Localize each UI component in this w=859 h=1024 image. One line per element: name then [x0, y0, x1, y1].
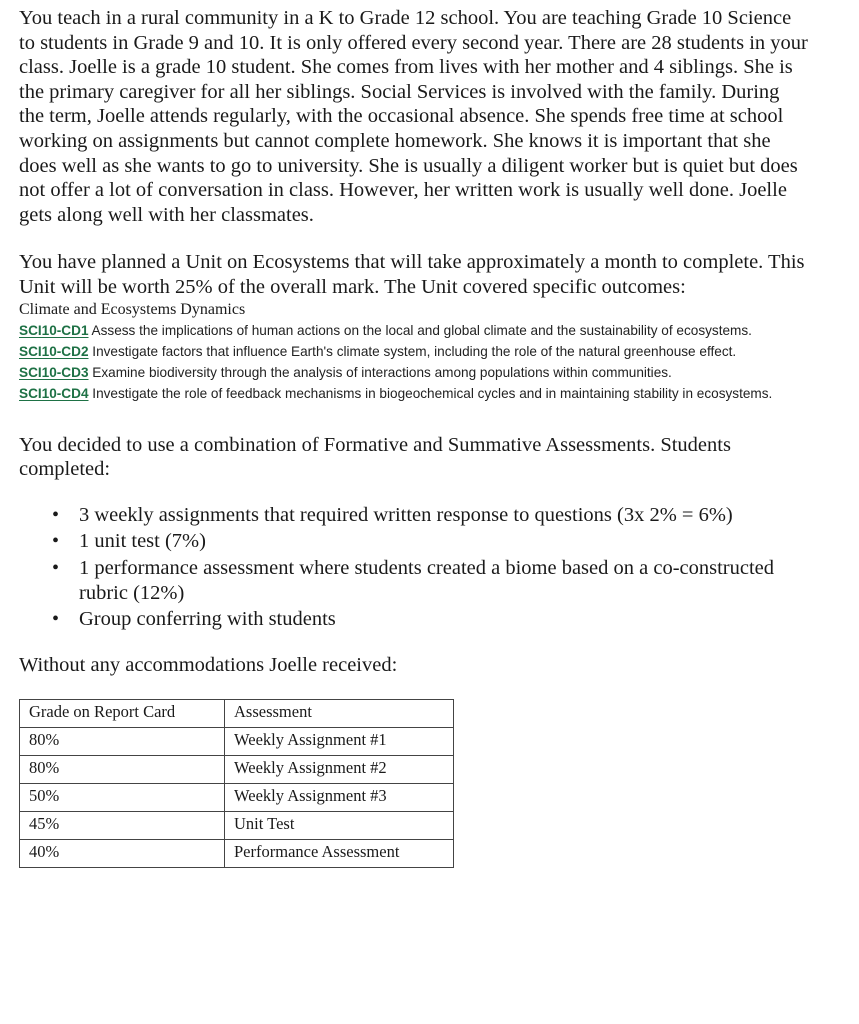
intro-paragraph: You teach in a rural community in a K to Grade 12 school. You are teaching Grade 10 Science to students in Grade 9 and 10. It is only offered every second year. There are 28 students in your class. Joelle is a grade 10 student. She comes from lives with her mother and 4 siblings. She is the primary caregiver for all her siblings. Social Services is involved with the family. During the term, Joelle attends regularly, with the occasional absence. She spends free time at school working on assignments but cannot complete homework. She knows it is important that she does well as she wants to go to university. She is usually a diligent worker but is quiet but does not offer a lot of conversation in class. However, her written work is usually well done. Joelle gets along well with her classmates.	[19, 7, 808, 226]
header-grade: Grade on Report Card	[20, 700, 225, 728]
outcome-text: Investigate factors that influence Earth's climate system, including the role of the natural greenhouse effect.	[88, 343, 737, 359]
unit-paragraph: You have planned a Unit on Ecosystems that will take approximately a month to complete. This Unit will be worth 25% of the overall mark. The Unit covered specific outcomes:	[19, 251, 805, 298]
assessment-cell: Unit Test	[225, 812, 454, 840]
table-header-row	[20, 700, 454, 728]
outcome-code-link[interactable]: SCI10-CD1	[19, 322, 89, 338]
assessment-cell: Weekly Assignment #1	[225, 728, 454, 756]
assessment-list-item: • 1 unit test (7%)	[79, 529, 809, 554]
assessment-list-item: • 3 weekly assignments that required written response to questions (3x 2% = 6%)	[79, 503, 809, 528]
table-row	[20, 840, 454, 868]
assessment-intro: You decided to use a combination of Formative and Summative Assessments. Students completed:	[19, 433, 731, 481]
header-assessment: Assessment	[225, 700, 454, 728]
table-row	[20, 784, 454, 812]
outcome-text: Investigate the role of feedback mechanisms in biogeochemical cycles and in maintaining stability in ecosystems.	[88, 385, 773, 401]
outcome-item	[19, 320, 809, 341]
document-page	[19, 6, 809, 868]
assessment-list-item: • 1 performance assessment where students created a biome based on a co-constructed rubric (12%)	[79, 556, 809, 605]
outcome-code-link[interactable]: SCI10-CD3	[19, 364, 89, 380]
table-row	[20, 812, 454, 840]
outcomes-heading: Climate and Ecosystems Dynamics	[19, 300, 246, 318]
results-intro: Without any accommodations Joelle received:	[19, 653, 398, 676]
assessment-list-item: • Group conferring with students	[79, 607, 809, 632]
assessment-list	[19, 503, 809, 632]
grade-cell: 80%	[20, 756, 225, 784]
assessment-cell: Weekly Assignment #3	[225, 784, 454, 812]
outcome-item	[19, 383, 809, 404]
grades-table	[19, 699, 454, 868]
outcome-item	[19, 362, 809, 383]
grade-cell: 50%	[20, 784, 225, 812]
grade-cell: 80%	[20, 728, 225, 756]
outcome-code-link[interactable]: SCI10-CD4	[19, 385, 89, 401]
table-row	[20, 756, 454, 784]
outcome-item	[19, 341, 809, 362]
outcomes-list	[19, 320, 809, 404]
outcome-code-link[interactable]: SCI10-CD2	[19, 343, 89, 359]
table-row	[20, 728, 454, 756]
grade-cell: 45%	[20, 812, 225, 840]
assessment-cell: Weekly Assignment #2	[225, 756, 454, 784]
outcome-text: Examine biodiversity through the analysis of interactions among populations within communities.	[88, 364, 672, 380]
grade-cell: 40%	[20, 840, 225, 868]
outcome-text: Assess the implications of human actions on the local and global climate and the sustainability of ecosystems.	[88, 322, 752, 338]
assessment-cell: Performance Assessment	[225, 840, 454, 868]
